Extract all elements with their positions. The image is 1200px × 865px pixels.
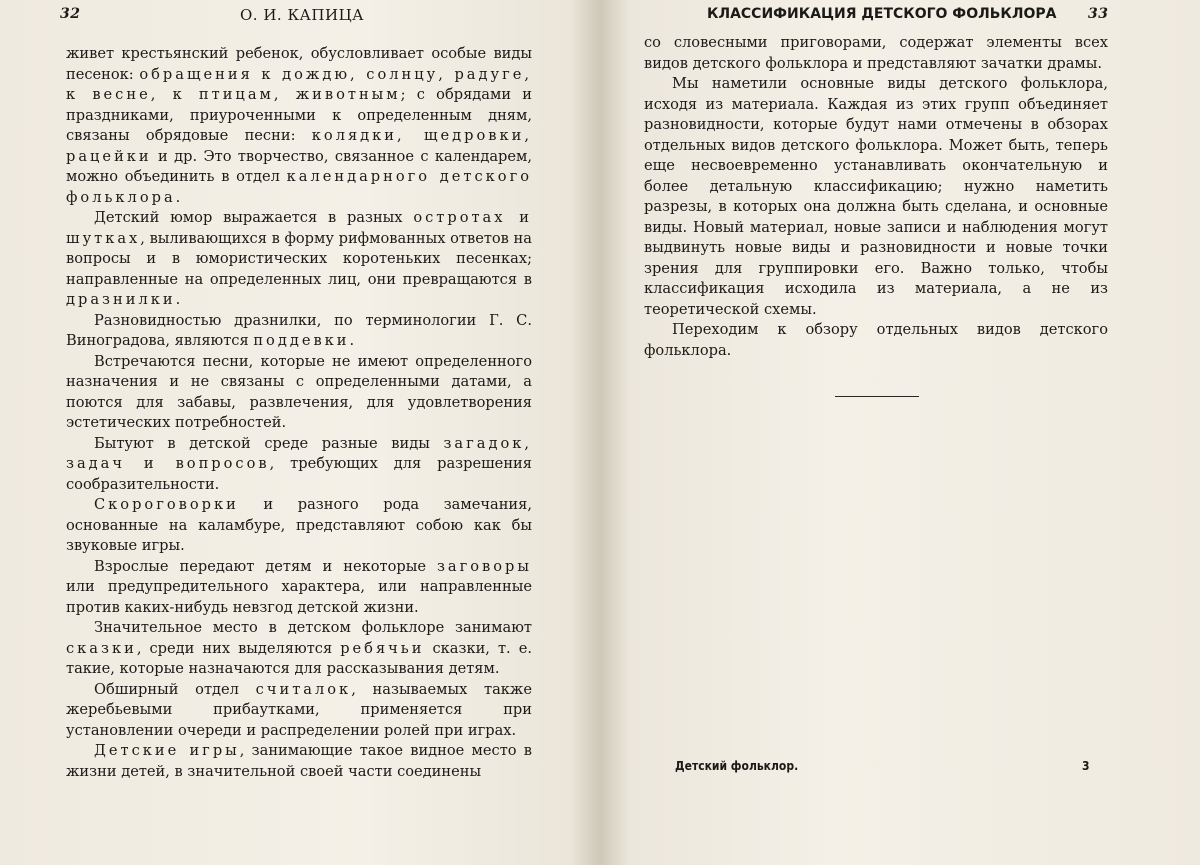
text-run: Взрослые передают детям и некоторые: [94, 557, 437, 575]
running-head-title: КЛАССИФИКАЦИЯ ДЕТСКОГО ФОЛЬКЛОРА: [707, 6, 1057, 22]
text-run: и разного рода замечания, основанные на каламбуре, представляют собою как бы звуковые игры.: [66, 496, 532, 554]
text-run: .: [175, 291, 181, 308]
signature-label: Детский фольклор.: [675, 759, 799, 773]
text-run: Встречаются песни, которые не имеют определенного назначения и не связаны с определенными датами, а поются для забавы, развлечения, для удовлетворения эстетических потребностей.: [66, 352, 532, 431]
spaced-emphasis: Скороговорки: [94, 496, 239, 513]
text-run: , требующих для разрешения сообразительности.: [66, 455, 532, 493]
text-run: , называемых также жеребьевыми прибаутками, применяется при установлении очереди и распределении ролей при играх.: [66, 680, 532, 739]
spaced-emphasis: ребячьи: [340, 639, 425, 657]
text-run: , среди них выделяются: [136, 639, 341, 657]
paragraph: [66, 741, 532, 782]
left-page-body: [66, 44, 532, 782]
text-run: Переходим к обзору отдельных видов детского фольклора.: [644, 321, 1108, 359]
text-run: Мы наметили основные виды детского фольклора, исходя из материала. Каждая из этих групп объединяет разновидности, которые будут нами отмечены в обзорах отдельных видов детского фольклора. Может быть, теперь еще несвоевременно устанавливать окончательную и более детальную классификацию; нужно наметить разрезы, в которых она должна быть сделана, и основные виды. Новый материал, новые записи и наблюдения могут выдвинуть новые виды и разновидности и новые точки зрения для группировки его. Важно только, чтобы классификация исходила из материала, а не из теоретической схемы.: [644, 75, 1108, 318]
paragraph: [66, 680, 532, 742]
page-number-right: 33: [1088, 6, 1109, 22]
text-run: со словесными приговорами, содержат элементы всех видов детского фольклора и представляют зачатки драмы.: [644, 34, 1108, 72]
paragraph: [66, 434, 532, 496]
text-run: ; с обрядами и праздниками, приуроченными к определенным дням, связаны обрядовые песни:: [66, 86, 532, 144]
paragraph: [66, 557, 532, 619]
paragraph: [66, 208, 532, 311]
spaced-emphasis: колядки, щедровки, рацейки: [66, 127, 532, 165]
spaced-emphasis: Детские игры: [94, 742, 240, 759]
paragraph: [66, 352, 532, 434]
paragraph: [644, 74, 1108, 320]
spaced-emphasis: загадок, задач и вопросов: [66, 434, 532, 472]
text-run: Значительное место в детском фольклоре занимают: [94, 619, 532, 636]
right-page: [600, 0, 1200, 865]
spaced-emphasis: календарного детского фольклора: [66, 168, 533, 206]
spaced-emphasis: заговоры: [436, 557, 532, 575]
spaced-emphasis: сказки: [66, 639, 137, 657]
paragraph: [66, 495, 532, 557]
text-run: Разновидностью дразнилки, по терминологии Г. С. Виноградова, являются: [66, 311, 532, 349]
running-head-author: О. И. КАПИЦА: [240, 6, 365, 24]
text-run: , занимающие такое видное место в жизни детей, в значительной своей части соединены: [66, 742, 532, 780]
text-run: , выливающихся в форму рифмованных ответов на вопросы и в юмористических коротеньких песенках; направленные на определенных лиц, они превращаются в: [66, 229, 532, 288]
text-run: Обширный отдел: [94, 680, 256, 698]
section-divider: [835, 396, 919, 397]
paragraph: [644, 320, 1108, 361]
paragraph: [644, 33, 1108, 74]
text-run: и др. Это творчество, связанное с календарем, можно объединить в отдел: [66, 147, 532, 185]
text-run: живет крестьянский ребенок, обусловливает особые виды песенок:: [66, 45, 532, 83]
paragraph: [66, 311, 532, 352]
text-run: .: [349, 332, 355, 349]
spaced-emphasis: остротах и шутках: [66, 209, 532, 247]
paragraph: [66, 618, 532, 680]
text-run: или предупредительного характера, или направленные против каких-нибудь невзгод детской жизни.: [66, 578, 532, 616]
right-page-body: [644, 33, 1108, 361]
text-run: Детский юмор выражается в разных: [94, 209, 414, 226]
spaced-emphasis: дразнилки: [66, 291, 176, 308]
text-run: Бытуют в детской среде разные виды: [94, 434, 444, 452]
signature-number: 3: [1082, 759, 1090, 773]
spaced-emphasis: считалок: [255, 680, 352, 698]
spaced-emphasis: поддевки: [253, 332, 350, 349]
text-run: .: [175, 188, 181, 206]
paragraph: [66, 44, 532, 208]
spaced-emphasis: обращения к дождю, солнцу, радуге, к весне, к птицам, животным: [66, 65, 532, 103]
text-run: сказки, т. е. такие, которые назначаются для рассказывания детям.: [66, 639, 532, 677]
page-number-left: 32: [60, 6, 81, 22]
